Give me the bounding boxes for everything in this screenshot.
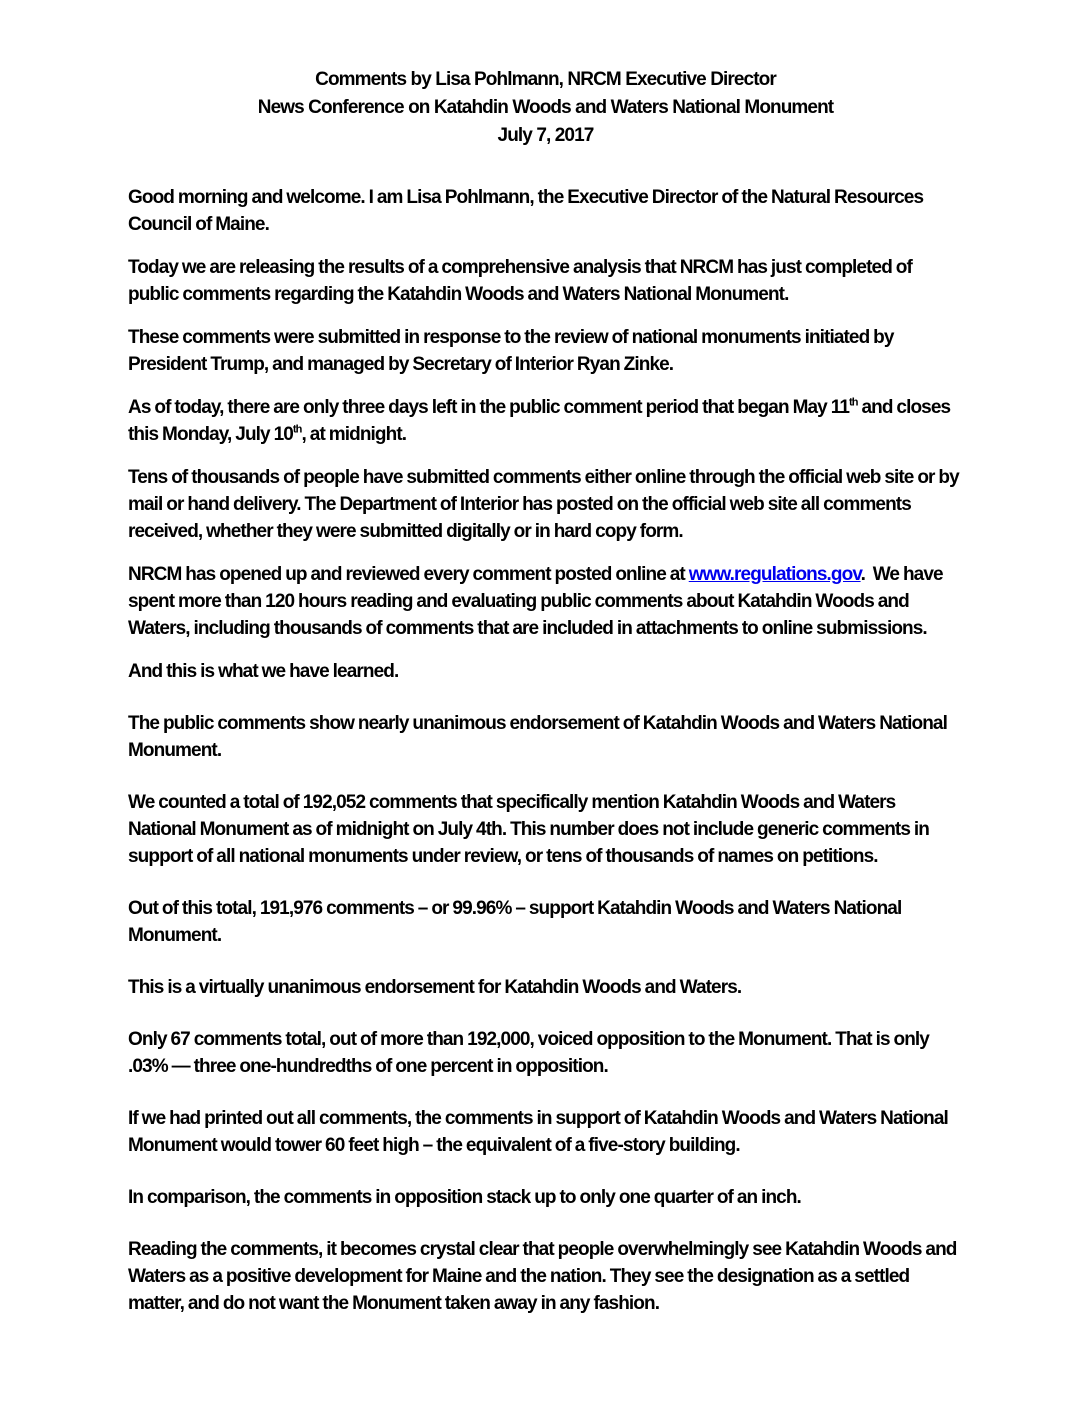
paragraph-7 — [128, 658, 963, 685]
paragraph-1 — [128, 184, 963, 238]
paragraph-12 — [128, 1026, 963, 1080]
text-run: We counted a total of 192,052 comments that specifically mention Katahdin Woods and Waters National Monument as of midnight on July 4th. This number does not include generic comments in support of all national monuments under review, or tens of thousands of names on petitions. — [128, 792, 929, 867]
text-run: Good morning and welcome. I am Lisa Pohlmann, the Executive Director of the Natural Resources Council of Maine. — [128, 187, 924, 235]
text-run: This is a virtually unanimous endorsement for Katahdin Woods and Waters. — [128, 977, 742, 998]
paragraph-9 — [128, 789, 963, 870]
paragraph-8 — [128, 710, 963, 764]
text-run: And this is what we have learned. — [128, 661, 399, 682]
text-run: . We have spent more than 120 hours reading and evaluating public comments about Katahdin Woods and Waters, including thousands of comments that are included in attachments to online submissions. — [128, 564, 943, 639]
text-run: Reading the comments, it becomes crystal clear that people overwhelmingly see Katahdin Woods and Waters as a positive development for Maine and the nation. They see the designation as a settled matter, and do not want the Monument taken away in any fashion. — [128, 1239, 957, 1314]
text-run: and closes this Monday, July 10 — [128, 397, 951, 445]
document-body — [128, 184, 963, 1317]
paragraph-11 — [128, 974, 963, 1001]
paragraph-6 — [128, 561, 963, 642]
paragraph-2 — [128, 254, 963, 308]
ordinal-superscript: th — [849, 396, 858, 409]
paragraph-15 — [128, 1236, 963, 1317]
paragraph-13 — [128, 1105, 963, 1159]
document-date: July 7, 2017 — [497, 125, 594, 146]
paragraph-10 — [128, 895, 963, 949]
document-title: Comments by Lisa Pohlmann, NRCM Executive Director — [315, 69, 776, 90]
text-run: Only 67 comments total, out of more than 192,000, voiced opposition to the Monument. That is only .03% — three one-hundredths of one percent in opposition. — [128, 1029, 929, 1077]
paragraph-4 — [128, 394, 963, 448]
ordinal-superscript: th — [292, 423, 302, 436]
paragraph-14 — [128, 1184, 963, 1211]
document-header — [128, 66, 963, 150]
text-run: If we had printed out all comments, the comments in support of Katahdin Woods and Waters National Monument would tower 60 feet high – the equivalent of a five-story building. — [128, 1108, 948, 1156]
document-subtitle: News Conference on Katahdin Woods and Waters National Monument — [257, 97, 834, 118]
text-run: Tens of thousands of people have submitted comments either online through the official web site or by mail or hand delivery. The Department of Interior has posted on the official web site all comments received, whether they were submitted digitally or in hard copy form. — [128, 467, 959, 542]
text-run: These comments were submitted in response to the review of national monuments initiated by President Trump, and managed by Secretary of Interior Ryan Zinke. — [128, 327, 894, 375]
text-run: Today we are releasing the results of a comprehensive analysis that NRCM has just completed of public comments regarding the Katahdin Woods and Waters National Monument. — [128, 257, 912, 305]
regulations-gov-link[interactable]: www.regulations.gov — [688, 564, 861, 585]
text-run: The public comments show nearly unanimous endorsement of Katahdin Woods and Waters National Monument. — [128, 713, 947, 761]
text-run: As of today, there are only three days left in the public comment period that began May 11 — [128, 397, 849, 418]
text-run: , at midnight. — [301, 424, 407, 445]
text-run: NRCM has opened up and reviewed every comment posted online at — [128, 564, 689, 585]
text-run: Out of this total, 191,976 comments – or 99.96% – support Katahdin Woods and Waters National Monument. — [128, 898, 902, 946]
text-run: In comparison, the comments in opposition stack up to only one quarter of an inch. — [128, 1187, 801, 1208]
paragraph-5 — [128, 464, 963, 545]
paragraph-3 — [128, 324, 963, 378]
